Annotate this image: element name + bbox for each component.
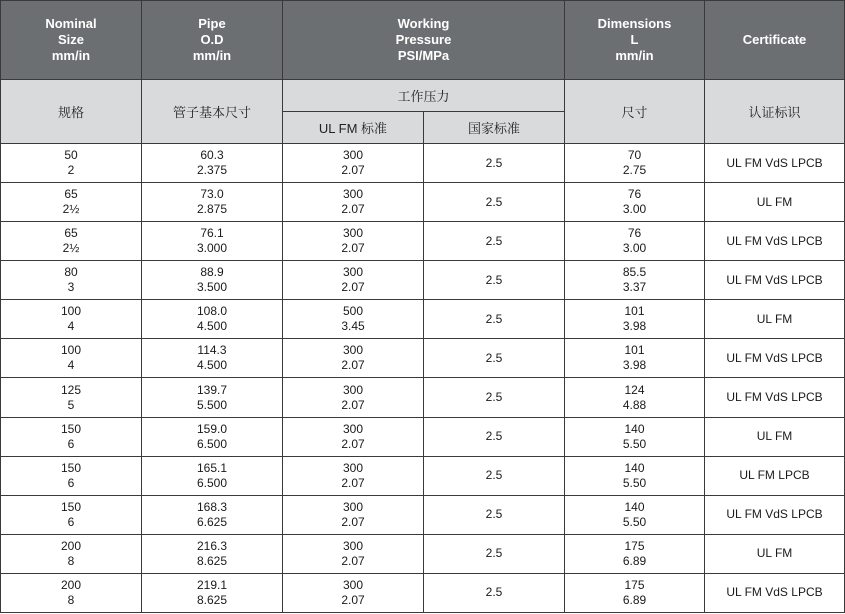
cell-dimension-line: 5.50 <box>622 514 647 529</box>
cell-certificate: UL FM <box>705 183 845 222</box>
cell-dimension <box>565 339 705 378</box>
cell-ul-fm-pressure <box>283 222 424 261</box>
cell-ul-fm-pressure-line: 2.07 <box>341 163 365 178</box>
cell-dimension <box>565 495 705 534</box>
cell-pipe-od <box>142 183 283 222</box>
cell-ul-fm-pressure <box>283 417 424 456</box>
cell-national-pressure: 2.5 <box>424 222 565 261</box>
cell-pipe-od <box>142 144 283 183</box>
cell-dimension-line: 3.98 <box>622 319 647 334</box>
cell-pipe-od-line: 60.3 <box>200 148 224 163</box>
header-nominal-size: Nominal Size mm/in <box>1 1 142 80</box>
cell-pipe-od-line: 6.500 <box>196 436 228 451</box>
table-row <box>1 378 845 417</box>
cell-pipe-od <box>142 417 283 456</box>
cell-pipe-od-line: 8.625 <box>196 592 228 607</box>
cell-pipe-od-line: 3.500 <box>196 280 228 295</box>
cell-ul-fm-pressure-line: 300 <box>342 148 364 163</box>
cell-national-pressure: 2.5 <box>424 495 565 534</box>
cell-ul-fm-pressure-line: 300 <box>342 421 364 436</box>
cell-ul-fm-pressure-line: 300 <box>342 187 364 202</box>
cell-dimension-line: 6.89 <box>622 592 647 607</box>
cell-dimension-line: 5.50 <box>622 436 647 451</box>
cell-pipe-od <box>142 495 283 534</box>
cell-nominal-size-line: 6 <box>67 475 75 490</box>
cell-dimension <box>565 573 705 612</box>
cell-ul-fm-pressure-line: 300 <box>342 577 364 592</box>
cell-nominal-size <box>1 300 142 339</box>
cell-dimension-line: 4.88 <box>622 397 647 412</box>
cell-nominal-size <box>1 183 142 222</box>
cell-ul-fm-pressure <box>283 339 424 378</box>
cell-pipe-od <box>142 534 283 573</box>
cell-nominal-size-line: 2½ <box>62 241 80 256</box>
cell-dimension <box>565 534 705 573</box>
cell-pipe-od-line: 139.7 <box>196 382 228 397</box>
cell-pipe-od <box>142 339 283 378</box>
table-row <box>1 222 845 261</box>
cell-national-pressure: 2.5 <box>424 144 565 183</box>
cell-certificate: UL FM VdS LPCB <box>705 495 845 534</box>
cell-national-pressure: 2.5 <box>424 456 565 495</box>
cell-ul-fm-pressure-line: 2.07 <box>341 436 365 451</box>
table-row <box>1 183 845 222</box>
cell-ul-fm-pressure-line: 300 <box>342 460 364 475</box>
cell-nominal-size <box>1 339 142 378</box>
cell-dimension-line: 76 <box>627 187 642 202</box>
cell-nominal-size-line: 65 <box>64 187 78 202</box>
cell-nominal-size <box>1 495 142 534</box>
header-dimensions: Dimensions L mm/in <box>565 1 705 80</box>
cell-nominal-size-line: 50 <box>64 148 78 163</box>
cell-dimension <box>565 144 705 183</box>
cell-nominal-size <box>1 573 142 612</box>
cell-nominal-size-line: 2½ <box>62 202 80 217</box>
table-row <box>1 573 845 612</box>
cell-ul-fm-pressure-line: 300 <box>342 265 364 280</box>
cell-dimension <box>565 417 705 456</box>
cell-ul-fm-pressure-line: 2.07 <box>341 280 365 295</box>
cell-nominal-size <box>1 456 142 495</box>
cell-ul-fm-pressure-line: 2.07 <box>341 202 365 217</box>
cell-ul-fm-pressure-line: 2.07 <box>341 397 365 412</box>
cell-dimension <box>565 456 705 495</box>
cell-nominal-size-line: 65 <box>64 226 78 241</box>
cell-nominal-size-line: 200 <box>60 577 82 592</box>
subheader-dimension: 尺寸 <box>565 80 705 144</box>
cell-dimension-line: 3.00 <box>622 202 647 217</box>
cell-national-pressure: 2.5 <box>424 261 565 300</box>
table-row <box>1 300 845 339</box>
cell-dimension <box>565 261 705 300</box>
cell-nominal-size-line: 150 <box>60 499 82 514</box>
cell-national-pressure: 2.5 <box>424 378 565 417</box>
cell-pipe-od-line: 76.1 <box>200 226 224 241</box>
cell-ul-fm-pressure-line: 500 <box>342 304 364 319</box>
cell-dimension-line: 3.00 <box>622 241 647 256</box>
table-row <box>1 144 845 183</box>
cell-certificate: UL FM VdS LPCB <box>705 573 845 612</box>
cell-ul-fm-pressure <box>283 456 424 495</box>
cell-ul-fm-pressure-line: 2.07 <box>341 358 365 373</box>
cell-nominal-size <box>1 222 142 261</box>
cell-ul-fm-pressure <box>283 534 424 573</box>
cell-pipe-od <box>142 222 283 261</box>
cell-national-pressure: 2.5 <box>424 534 565 573</box>
cell-ul-fm-pressure <box>283 144 424 183</box>
cell-nominal-size-line: 6 <box>67 514 75 529</box>
cell-pipe-od-line: 4.500 <box>196 358 228 373</box>
cell-dimension-line: 85.5 <box>622 265 647 280</box>
cell-ul-fm-pressure-line: 300 <box>342 343 364 358</box>
cell-dimension-line: 101 <box>624 343 645 358</box>
cell-pipe-od-line: 165.1 <box>196 460 228 475</box>
cell-pipe-od-line: 88.9 <box>200 265 224 280</box>
cell-nominal-size <box>1 261 142 300</box>
cell-pipe-od-line: 5.500 <box>196 397 228 412</box>
cell-dimension-line: 3.98 <box>622 358 647 373</box>
subheader-certification: 认证标识 <box>705 80 845 144</box>
cell-nominal-size-line: 4 <box>67 358 75 373</box>
cell-dimension-line: 175 <box>624 538 645 553</box>
cell-ul-fm-pressure-line: 3.45 <box>341 319 365 334</box>
cell-pipe-od <box>142 573 283 612</box>
cell-certificate: UL FM VdS LPCB <box>705 378 845 417</box>
cell-dimension-line: 101 <box>624 304 645 319</box>
cell-dimension-line: 140 <box>624 460 645 475</box>
cell-nominal-size <box>1 144 142 183</box>
cell-ul-fm-pressure <box>283 495 424 534</box>
cell-nominal-size-line: 2 <box>67 163 75 178</box>
subheader-spec: 规格 <box>1 80 142 144</box>
cell-dimension-line: 2.75 <box>622 163 647 178</box>
cell-dimension-line: 5.50 <box>622 475 647 490</box>
cell-nominal-size-line: 6 <box>67 436 75 451</box>
chinese-header-row <box>1 80 845 112</box>
cell-pipe-od-line: 4.500 <box>196 319 228 334</box>
cell-ul-fm-pressure <box>283 300 424 339</box>
cell-certificate: UL FM <box>705 534 845 573</box>
cell-ul-fm-pressure <box>283 261 424 300</box>
header-pipe-od: Pipe O.D mm/in <box>142 1 283 80</box>
cell-certificate: UL FM VdS LPCB <box>705 261 845 300</box>
cell-ul-fm-pressure-line: 300 <box>342 226 364 241</box>
cell-nominal-size-line: 5 <box>67 397 75 412</box>
cell-nominal-size <box>1 417 142 456</box>
subheader-pipe-size: 管子基本尺寸 <box>142 80 283 144</box>
cell-ul-fm-pressure-line: 300 <box>342 538 364 553</box>
cell-certificate: UL FM VdS LPCB <box>705 222 845 261</box>
cell-national-pressure: 2.5 <box>424 417 565 456</box>
cell-certificate: UL FM <box>705 417 845 456</box>
cell-dimension-line: 76 <box>627 226 642 241</box>
cell-ul-fm-pressure-line: 2.07 <box>341 241 365 256</box>
cell-pipe-od-line: 2.375 <box>196 163 228 178</box>
cell-pipe-od-line: 114.3 <box>197 343 227 358</box>
cell-pipe-od-line: 219.1 <box>196 577 228 592</box>
header-working-pressure: Working Pressure PSI/MPa <box>283 1 565 80</box>
cell-dimension <box>565 300 705 339</box>
cell-nominal-size-line: 100 <box>60 304 82 319</box>
cell-certificate: UL FM VdS LPCB <box>705 144 845 183</box>
cell-dimension <box>565 183 705 222</box>
cell-pipe-od-line: 216.3 <box>196 538 228 553</box>
table-row <box>1 339 845 378</box>
cell-pipe-od-line: 73.0 <box>200 187 224 202</box>
cell-dimension-line: 124 <box>624 382 645 397</box>
cell-nominal-size-line: 8 <box>67 592 75 607</box>
cell-dimension-line: 70 <box>627 148 642 163</box>
cell-certificate: UL FM <box>705 300 845 339</box>
cell-pipe-od-line: 3.000 <box>196 241 228 256</box>
cell-ul-fm-pressure-line: 300 <box>342 382 364 397</box>
cell-nominal-size-line: 80 <box>64 265 78 280</box>
cell-nominal-size-line: 4 <box>67 319 75 334</box>
table-row <box>1 456 845 495</box>
table-row <box>1 417 845 456</box>
cell-pipe-od <box>142 261 283 300</box>
cell-national-pressure: 2.5 <box>424 339 565 378</box>
cell-nominal-size-line: 8 <box>67 553 75 568</box>
cell-nominal-size-line: 3 <box>67 280 75 295</box>
cell-ul-fm-pressure <box>283 183 424 222</box>
cell-certificate: UL FM VdS LPCB <box>705 339 845 378</box>
cell-dimension <box>565 222 705 261</box>
cell-certificate: UL FM LPCB <box>705 456 845 495</box>
table-row <box>1 261 845 300</box>
cell-pipe-od <box>142 456 283 495</box>
cell-ul-fm-pressure <box>283 378 424 417</box>
cell-pipe-od-line: 168.3 <box>196 499 228 514</box>
table-body <box>1 144 845 613</box>
cell-dimension-line: 6.89 <box>622 553 647 568</box>
cell-nominal-size <box>1 534 142 573</box>
cell-pipe-od-line: 159.0 <box>196 421 228 436</box>
cell-national-pressure: 2.5 <box>424 183 565 222</box>
cell-dimension-line: 3.37 <box>622 280 647 295</box>
cell-national-pressure: 2.5 <box>424 573 565 612</box>
cell-ul-fm-pressure-line: 2.07 <box>341 514 365 529</box>
cell-pipe-od <box>142 378 283 417</box>
table-row <box>1 534 845 573</box>
cell-nominal-size-line: 200 <box>60 538 82 553</box>
header-certificate: Certificate <box>705 1 845 80</box>
cell-ul-fm-pressure-line: 2.07 <box>341 475 365 490</box>
cell-national-pressure: 2.5 <box>424 300 565 339</box>
cell-pipe-od-line: 2.875 <box>196 202 228 217</box>
table-row <box>1 495 845 534</box>
cell-nominal-size-line: 125 <box>60 382 82 397</box>
cell-dimension-line: 175 <box>624 577 645 592</box>
cell-pipe-od <box>142 300 283 339</box>
cell-nominal-size-line: 100 <box>60 343 82 358</box>
subheader-ul-fm-standard: UL FM 标准 <box>283 112 424 144</box>
cell-dimension-line: 140 <box>624 499 645 514</box>
subheader-national-standard: 国家标准 <box>424 112 565 144</box>
cell-pipe-od-line: 108.0 <box>196 304 228 319</box>
english-header-row <box>1 1 845 80</box>
cell-nominal-size-line: 150 <box>60 460 82 475</box>
cell-ul-fm-pressure-line: 2.07 <box>341 592 365 607</box>
cell-ul-fm-pressure-line: 300 <box>342 499 364 514</box>
cell-pipe-od-line: 8.625 <box>196 553 228 568</box>
cell-nominal-size <box>1 378 142 417</box>
cell-nominal-size-line: 150 <box>60 421 82 436</box>
cell-pipe-od-line: 6.625 <box>196 514 228 529</box>
cell-ul-fm-pressure-line: 2.07 <box>341 553 365 568</box>
cell-ul-fm-pressure <box>283 573 424 612</box>
subheader-working-pressure: 工作压力 <box>283 80 565 112</box>
cell-dimension <box>565 378 705 417</box>
cell-pipe-od-line: 6.500 <box>196 475 228 490</box>
cell-dimension-line: 140 <box>624 421 645 436</box>
